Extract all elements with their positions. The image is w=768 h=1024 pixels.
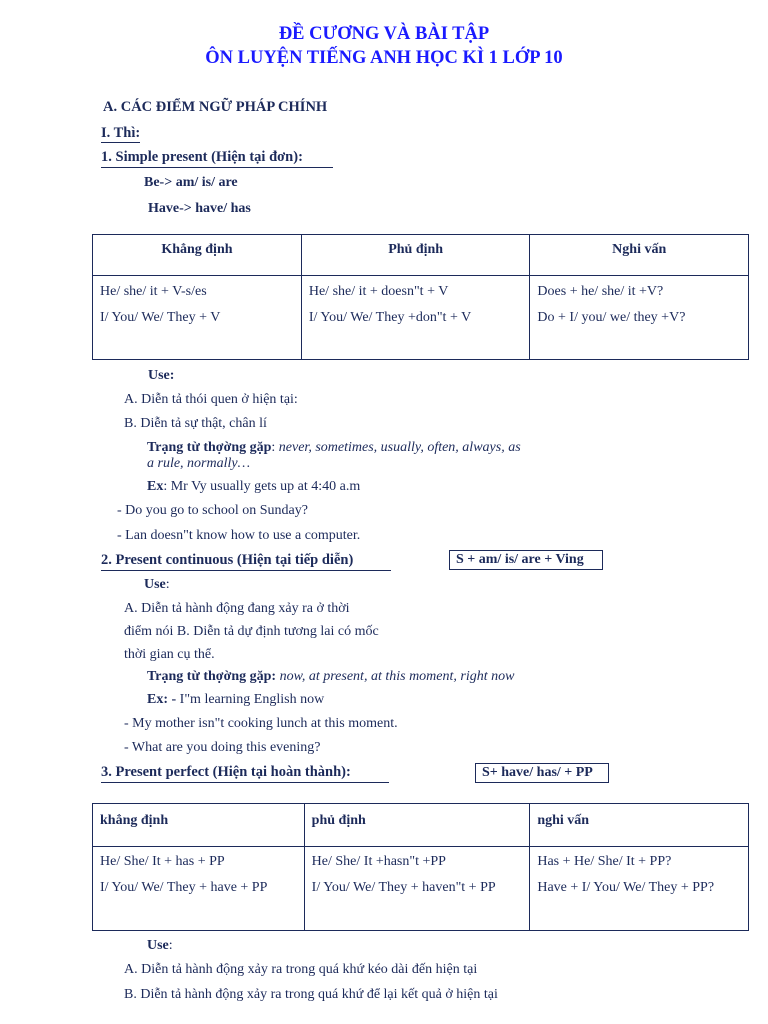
adverb-list: never, sometimes, usually, often, always, as	[278, 440, 521, 455]
table-cell-line: He/ she/ it + V-s/es	[100, 284, 207, 299]
use-line	[147, 938, 173, 954]
simple-present-heading: 1. Simple present (Hiện tại đơn):	[101, 149, 333, 168]
part-1-heading: I. Thì:	[101, 125, 141, 141]
example-line	[147, 479, 360, 495]
example-text: I"m learning English now	[176, 692, 325, 707]
example-3-text: What are you doing this evening?	[131, 740, 321, 755]
example-2	[117, 503, 308, 519]
use-a-text: A. Diễn tả hành động xảy ra trong quá khứ kéo dài đến hiện tại	[124, 962, 478, 977]
table-cell-negative	[304, 847, 530, 931]
example-label: Ex	[147, 479, 164, 494]
dash-icon: -	[124, 740, 129, 755]
use-b-text: B. Diễn tả hành động xảy ra trong quá khứ để lại kết quả ở hiện tại	[124, 987, 498, 1002]
use-text-line-1: A. Diễn tả hành động đang xảy ra ở thời	[124, 601, 350, 616]
use-b-text: B. Diễn tả sự thật, chân lí	[124, 416, 267, 431]
table-cell-line: Does + he/ she/ it +V?	[537, 284, 664, 299]
colon: :	[271, 440, 276, 455]
present-perfect-heading: 3. Present perfect (Hiện tại hoàn thành):	[101, 764, 389, 783]
use-line	[144, 577, 170, 593]
adverb-list-continued: a rule, normally…	[147, 456, 251, 471]
present-continuous-formula: S + am/ is/ are + Ving	[449, 550, 603, 570]
table-header-negative: phủ định	[304, 804, 530, 847]
table-cell-negative	[301, 276, 530, 360]
dash-icon: -	[117, 503, 122, 518]
colon: :	[165, 577, 170, 592]
use-label: Use:	[148, 368, 175, 383]
example-text: : Mr Vy usually gets up at 4:40 a.m	[163, 479, 361, 494]
example-3	[124, 740, 320, 756]
table-cell-line: Has + He/ She/ It + PP?	[537, 854, 672, 869]
have-forms: Have-> have/ has	[148, 201, 251, 216]
simple-present-table	[92, 234, 749, 360]
example-2-text: My mother isn"t cooking lunch at this moment.	[132, 716, 398, 731]
table-cell-line: He/ She/ It + has + PP	[100, 854, 225, 869]
table-header-question: nghi vấn	[530, 804, 749, 847]
table-cell-line: I/ You/ We/ They +don"t + V	[308, 310, 472, 325]
table-header-question: Nghi vấn	[530, 235, 749, 276]
table-header-negative: Phủ định	[301, 235, 530, 276]
use-label: Use	[144, 577, 166, 592]
adverb-list: now, at present, at this moment, right now	[279, 669, 515, 684]
example-2-text: Do you go to school on Sunday?	[125, 503, 308, 518]
present-perfect-formula: S+ have/ has/ + PP	[475, 763, 609, 783]
table-cell-line: He/ she/ it + doesn"t + V	[308, 284, 449, 299]
adverb-label: Trạng từ thợờng gặp	[147, 440, 272, 455]
table-cell-affirmative	[93, 276, 302, 360]
document-title-line-1: ĐỀ CƯƠNG VÀ BÀI TẬP	[278, 24, 490, 44]
table-cell-line: He/ She/ It +hasn"t +PP	[311, 854, 446, 869]
table-header-affirmative: khẳng định	[93, 804, 305, 847]
table-cell-line: Have + I/ You/ We/ They + PP?	[537, 880, 715, 895]
example-label: Ex: -	[147, 692, 177, 707]
table-header-affirmative: Khẳng định	[93, 235, 302, 276]
document-title-line-2: ÔN LUYỆN TIẾNG ANH HỌC KÌ 1 LỚP 10	[205, 48, 563, 68]
table-cell-line: I/ You/ We/ They + have + PP	[100, 880, 268, 895]
example-line	[147, 692, 324, 708]
dash-icon: -	[124, 716, 129, 731]
table-cell-question	[530, 847, 749, 931]
example-3	[117, 528, 360, 544]
use-text-line-2: điểm nói B. Diễn tả dự định tương lai có mốc	[124, 624, 379, 639]
use-text-line-3: thời gian cụ thể.	[124, 647, 215, 662]
example-3-text: Lan doesn"t know how to use a computer.	[125, 528, 361, 543]
be-forms: Be-> am/ is/ are	[144, 175, 238, 190]
adverb-line	[147, 669, 514, 685]
example-2	[124, 716, 398, 732]
table-cell-line: Do + I/ you/ we/ they +V?	[537, 310, 686, 325]
table-cell-line: I/ You/ We/ They + haven"t + PP	[311, 880, 496, 895]
table-cell-line: I/ You/ We/ They + V	[100, 310, 221, 325]
adverb-label: Trạng từ thợờng gặp:	[147, 669, 277, 684]
section-a-heading: A. CÁC ĐIỂM NGỮ PHÁP CHÍNH	[103, 99, 328, 115]
use-a-text: A. Diễn tả thói quen ở hiện tại:	[124, 392, 298, 407]
colon: :	[168, 938, 173, 953]
adverb-line	[147, 440, 521, 456]
table-cell-question	[530, 276, 749, 360]
use-label: Use	[147, 938, 169, 953]
present-continuous-heading: 2. Present continuous (Hiện tại tiếp diễn)	[101, 552, 391, 571]
table-cell-affirmative	[93, 847, 305, 931]
present-perfect-table	[92, 803, 749, 931]
dash-icon: -	[117, 528, 122, 543]
